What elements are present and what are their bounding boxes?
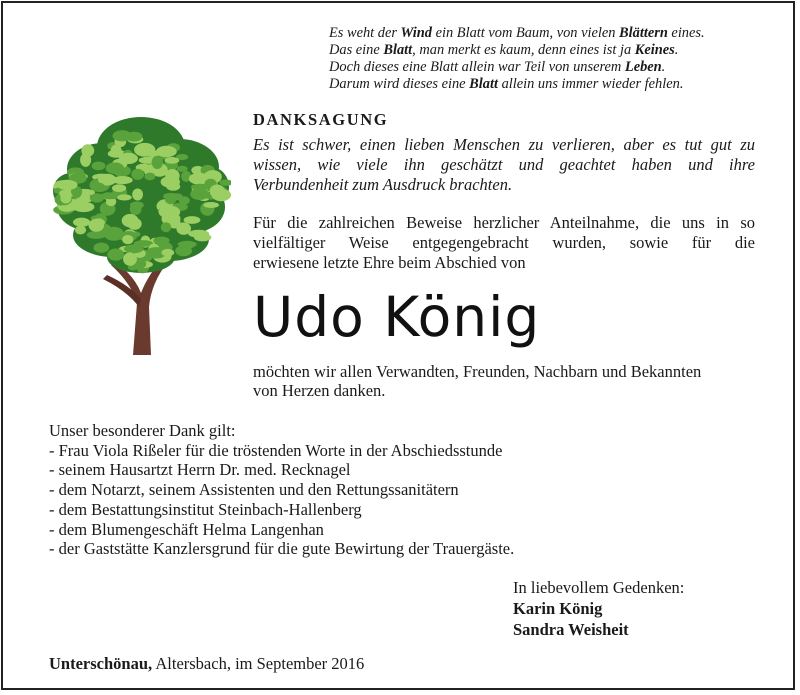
- place-name: Unterschönau,: [49, 654, 153, 673]
- poem-text: .: [674, 42, 679, 58]
- thanks-closing-line: möchten wir allen Verwandten, Freunden, Nachbarn und Bekannten: [253, 362, 702, 381]
- signatory-name: Sandra Weisheit: [513, 620, 629, 639]
- special-thanks-item: - seinem Hausartzt Herrn Dr. med. Recknagel: [49, 460, 351, 480]
- poem-line: [329, 59, 769, 76]
- poem-line: [329, 25, 769, 42]
- thanks-closing: [253, 362, 763, 400]
- lead-paragraph: [253, 135, 755, 195]
- deceased-name: Udo König: [253, 285, 541, 349]
- special-thanks-heading: Unser besonderer Dank gilt:: [49, 421, 236, 440]
- poem-line: [329, 76, 769, 93]
- thanks-line: Für die zahlreichen Beweise herzlicher Anteilnahme, die uns in so: [253, 213, 755, 232]
- poem-emphasis: Wind: [400, 25, 433, 41]
- poem-text: allein uns immer wieder fehlen.: [497, 76, 684, 92]
- special-thanks-item: - dem Blumengeschäft Helma Langenhan: [49, 519, 324, 539]
- poem-emphasis: Leben: [624, 59, 662, 75]
- poem-emphasis: Keines: [634, 42, 675, 58]
- special-thanks: [49, 421, 749, 559]
- poem-text: Doch dieses eine Blatt allein war Teil von unserem: [329, 59, 625, 75]
- poem-emphasis: Blatt: [469, 76, 498, 92]
- poem: [329, 25, 769, 93]
- poem-text: eines.: [667, 25, 705, 41]
- page-title: DANKSAGUNG: [253, 110, 389, 129]
- special-thanks-item: - der Gaststätte Kanzlersgrund für die gute Bewirtung der Trauergäste.: [49, 539, 515, 559]
- lead-line: wissen, wie viele ihn geschätzt und geachtet haben und ihre: [253, 155, 755, 174]
- place-date-rest: Altersbach, im September 2016: [152, 654, 365, 673]
- poem-text: , man merkt es kaum, denn eines ist ja: [412, 42, 635, 58]
- in-memory-block: [513, 577, 684, 640]
- poem-emphasis: Blatt: [383, 42, 413, 58]
- poem-text: Darum wird dieses eine: [329, 76, 470, 92]
- thanks-paragraph: [253, 213, 755, 273]
- poem-emphasis: Blättern: [619, 25, 668, 41]
- thanks-line: vielfältiger Weise entgegengebracht wurden, sowie für die: [253, 233, 755, 252]
- memory-phrase: In liebevollem Gedenken:: [513, 578, 685, 597]
- thanks-line: erwiesene letzte Ehre beim Abschied von: [253, 253, 526, 272]
- tree-foliage: [53, 117, 231, 273]
- special-thanks-item: - dem Notarzt, seinem Assistenten und den Rettungssanitätern: [49, 480, 459, 500]
- obituary-card: [1, 1, 795, 690]
- place-date-line: [49, 654, 364, 674]
- lead-line: Verbundenheit zum Ausdruck brachten.: [253, 175, 513, 194]
- poem-line: [329, 42, 769, 59]
- poem-text: .: [661, 59, 666, 75]
- tree-illustration: [51, 107, 231, 355]
- signatory-name: Karin König: [513, 599, 603, 618]
- poem-text: Es weht der: [329, 25, 401, 41]
- special-thanks-item: - dem Bestattungsinstitut Steinbach-Hallenberg: [49, 499, 362, 519]
- thanks-closing-line: von Herzen danken.: [253, 381, 386, 400]
- poem-text: ein Blatt vom Baum, von vielen: [432, 25, 620, 41]
- poem-text: Das eine: [329, 42, 384, 58]
- special-thanks-item: - Frau Viola Rißeler für die tröstenden Worte in der Abschiedsstunde: [49, 440, 503, 460]
- lead-line: Es ist schwer, einen lieben Menschen zu verlieren, aber es tut gut zu: [253, 135, 755, 154]
